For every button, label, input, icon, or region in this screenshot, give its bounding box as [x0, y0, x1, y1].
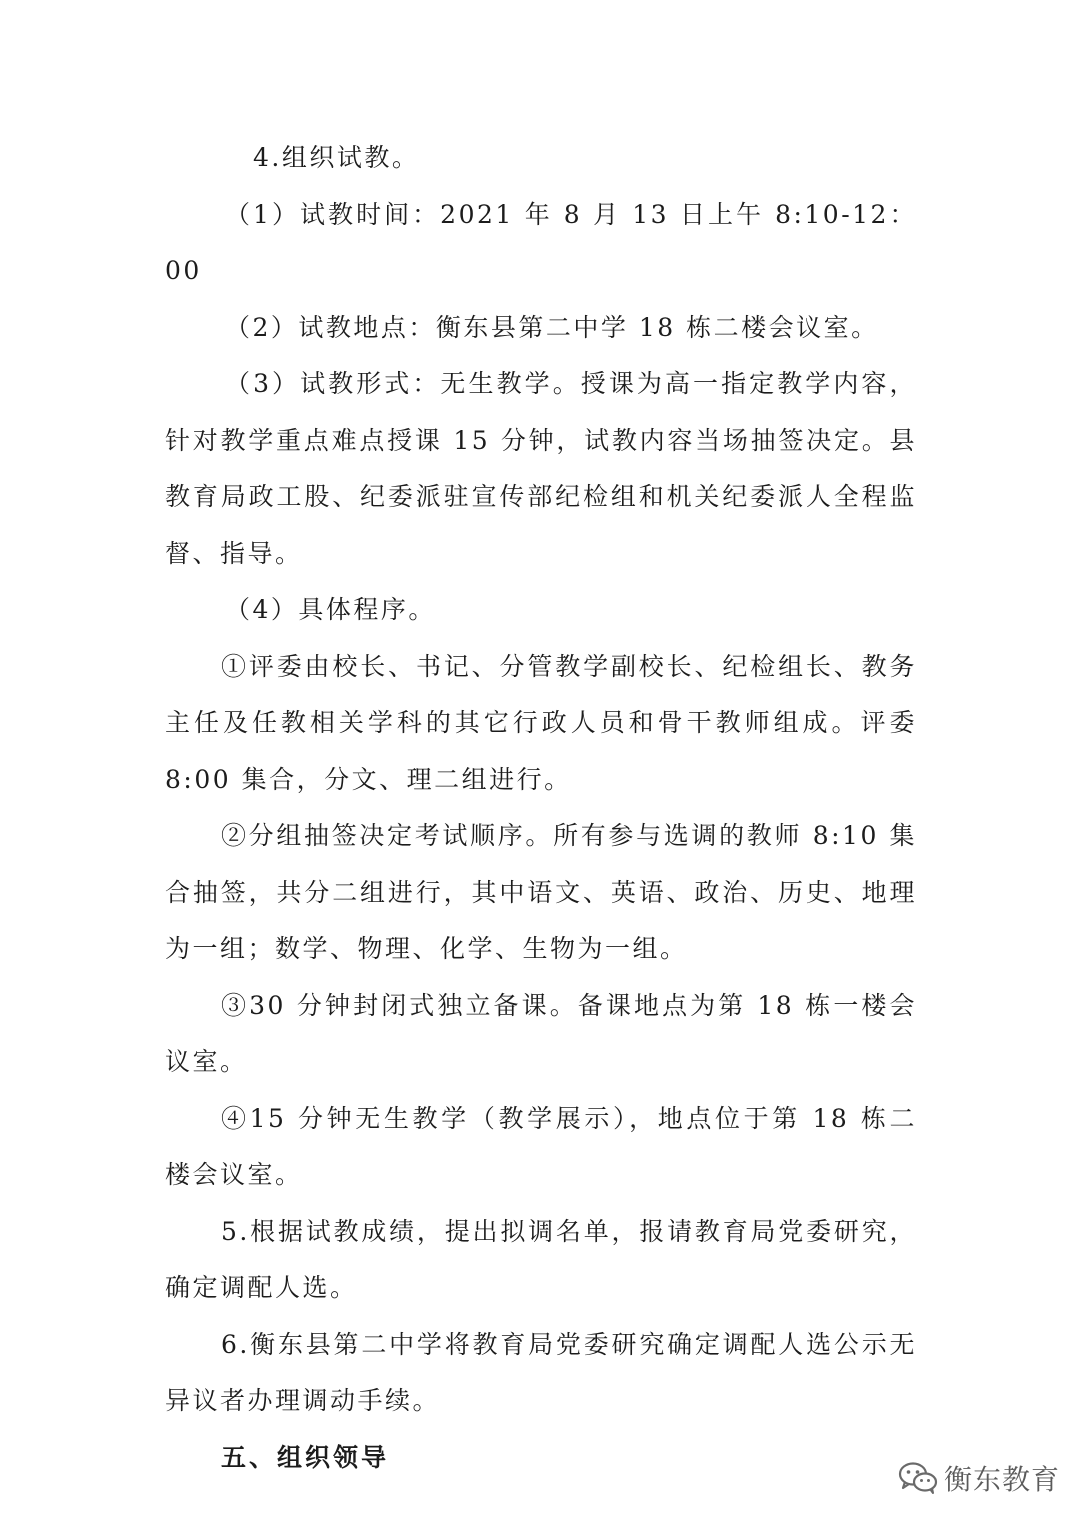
paragraph-item-5: 5.根据试教成绩，提出拟调名单，报请教育局党委研究，确定调配人选。 [165, 1216, 917, 1302]
watermark [898, 1452, 1060, 1504]
paragraph-item-6: 6.衡东县第二中学将教育局党委研究确定调配人选公示无异议者办理调动手续。 [165, 1329, 917, 1415]
paragraph-step-4: ④15 分钟无生教学（教学展示），地点位于第 18 栋二楼会议室。 [165, 1103, 917, 1189]
paragraph-trial-time: （1）试教时间：2021 年 8 月 13 日上午 8:10-12：00 [165, 199, 917, 285]
paragraph-trial-format: （3）试教形式：无生教学。授课为高一指定教学内容，针对教学重点难点授课 15 分钟，试教内容当场抽签决定。县教育局政工股、纪委派驻宣传部纪检组和机关纪委派人全程监督、指导。 [165, 369, 917, 568]
paragraph-step-3: ③30 分钟封闭式独立备课。备课地点为第 18 栋一楼会议室。 [165, 990, 917, 1076]
wechat-icon [898, 1461, 938, 1495]
watermark-label: 衡东教育 [944, 1463, 1061, 1496]
paragraph-procedure-title: （4）具体程序。 [225, 595, 436, 624]
document-body [165, 130, 917, 1486]
paragraph-step-2: ②分组抽签决定考试顺序。所有参与选调的教师 8:10 集合抽签，共分二组进行，其中语文、英语、政治、历史、地理为一组；数学、物理、化学、生物为一组。 [165, 821, 917, 963]
section-heading: 五、组织领导 [221, 1442, 390, 1472]
paragraph-organize-trial: 4.组织试教。 [253, 143, 420, 172]
paragraph-step-1: ①评委由校长、书记、分管教学副校长、纪检组长、教务主任及任教相关学科的其它行政人员和骨干教师组成。评委 8:00 集合，分文、理二组进行。 [165, 651, 917, 794]
paragraph-trial-location: （2）试教地点：衡东县第二中学 18 栋二楼会议室。 [225, 312, 879, 342]
